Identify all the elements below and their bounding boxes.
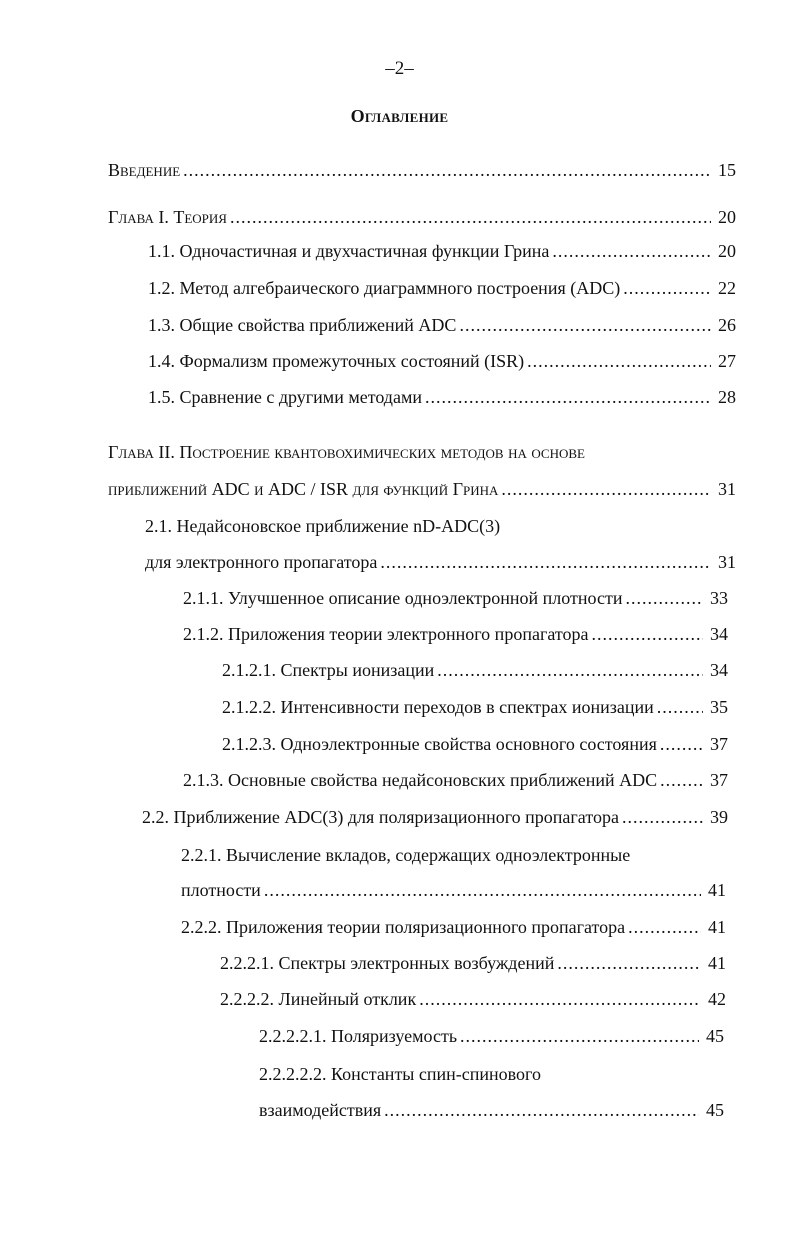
toc-label: плотности — [181, 880, 261, 900]
toc-entry-1-2 — [148, 278, 736, 299]
toc-leader — [501, 479, 711, 500]
toc-label: 2.2.2.2. Линейный отклик — [220, 989, 417, 1009]
toc-leader — [425, 387, 711, 408]
toc-page: 41 — [708, 953, 726, 973]
toc-page: 34 — [710, 660, 728, 680]
toc-entry-ch2 — [108, 479, 736, 500]
toc-entry-2-1-2-1 — [222, 660, 728, 681]
toc-leader — [527, 351, 711, 372]
toc-leader — [557, 953, 701, 974]
toc-entry-2-1-2-2 — [222, 697, 728, 718]
toc-entry-2-1-line1: 2.1. Недайсоновское приближение nD-ADC(3) — [145, 516, 501, 536]
toc-page: 34 — [710, 624, 728, 644]
toc-label: взаимодействия — [259, 1100, 382, 1120]
toc-entry-2-2-2-2-2-line1: 2.2.2.2.2. Константы спин-спинового — [259, 1064, 541, 1084]
toc-entry-intro — [108, 160, 736, 181]
toc-leader — [623, 278, 711, 299]
toc-label: 2.2.2. Приложения теории поляризационного пропагатора — [181, 917, 626, 937]
toc-label: 2.1.2.3. Одноэлектронные свойства основного состояния — [222, 734, 657, 754]
toc-label: Глава I. Теория — [108, 207, 227, 227]
toc-entry-ch2-line1: Глава II. Построение квантовохимических методов на основе — [108, 442, 585, 462]
toc-entry-2-2-2 — [181, 917, 726, 938]
toc-page: 22 — [718, 278, 736, 298]
toc-entry-1-5 — [148, 387, 736, 408]
toc-entry-2-2-1-line1: 2.2.1. Вычисление вкладов, содержащих одноэлектронные — [181, 845, 631, 865]
toc-leader — [660, 770, 703, 791]
toc-label: приближений ADC и ADC / ISR для функций Грина — [108, 479, 499, 499]
toc-entry-2-1-2 — [183, 624, 728, 645]
toc-entry-2-1-1 — [183, 588, 728, 609]
toc-page: 26 — [718, 315, 736, 335]
toc-page: 31 — [718, 479, 736, 499]
toc-leader — [264, 880, 701, 901]
toc-entry-2-2-2-2-2 — [259, 1100, 724, 1121]
toc-label: 2.1.2. Приложения теории электронного пропагатора — [183, 624, 589, 644]
toc-page: 27 — [718, 351, 736, 371]
toc-page: 45 — [706, 1026, 724, 1046]
toc-label: 1.1. Одночастичная и двухчастичная функции Грина — [148, 241, 550, 261]
toc-entry-2-2-1 — [181, 880, 726, 901]
toc-leader — [591, 624, 703, 645]
toc-leader — [380, 552, 711, 573]
toc-page: 35 — [710, 697, 728, 717]
toc-label: 1.4. Формализм промежуточных состояний (ISR) — [148, 351, 525, 371]
toc-page: 41 — [708, 880, 726, 900]
toc-page: 15 — [718, 160, 736, 180]
toc-entry-2-2-2-2 — [220, 989, 726, 1010]
toc-entry-2-2-2-1 — [220, 953, 726, 974]
toc-page: 42 — [708, 989, 726, 1009]
toc-entry-ch1 — [108, 207, 736, 228]
toc-leader — [628, 917, 701, 938]
toc-leader — [657, 697, 703, 718]
toc-page: 20 — [718, 207, 736, 227]
toc-label: 2.1.1. Улучшенное описание одноэлектронной плотности — [183, 588, 623, 608]
toc-entry-2-2 — [142, 807, 728, 828]
toc-label: 1.5. Сравнение с другими методами — [148, 387, 422, 407]
page-title: Оглавление — [350, 106, 449, 126]
toc-leader — [183, 160, 711, 181]
toc-label: 1.3. Общие свойства приближений ADC — [148, 315, 457, 335]
toc-leader — [459, 315, 711, 336]
toc-entry-1-4 — [148, 351, 736, 372]
toc-page: 33 — [710, 588, 728, 608]
toc-entry-2-1 — [145, 552, 736, 573]
toc-label: Введение — [108, 160, 181, 180]
toc-leader — [460, 1026, 699, 1047]
toc-entry-1-3 — [148, 315, 736, 336]
page-number: –2– — [385, 58, 414, 79]
toc-label: 2.1.2.2. Интенсивности переходов в спектрах ионизации — [222, 697, 654, 717]
toc-page: 28 — [718, 387, 736, 407]
toc-label: 2.2.2.2.1. Поляризуемость — [259, 1026, 458, 1046]
toc-leader — [384, 1100, 699, 1121]
toc-label: 2.1.3. Основные свойства недайсоновских приближений ADC — [183, 770, 658, 790]
toc-entry-2-2-2-2-1 — [259, 1026, 724, 1047]
toc-entry-1-1 — [148, 241, 736, 262]
toc-leader — [437, 660, 703, 681]
toc-label: 2.2. Приближение ADC(3) для поляризационного пропагатора — [142, 807, 619, 827]
toc-entry-2-1-3 — [183, 770, 728, 791]
toc-label: для электронного пропагатора — [145, 552, 378, 572]
toc-label: 1.2. Метод алгебраического диаграммного построения (ADC) — [148, 278, 621, 298]
toc-label: 2.2.2.1. Спектры электронных возбуждений — [220, 953, 555, 973]
toc-label: 2.1.2.1. Спектры ионизации — [222, 660, 435, 680]
toc-page: 39 — [710, 807, 728, 827]
toc-leader — [660, 734, 703, 755]
toc-page: 37 — [710, 770, 728, 790]
toc-page: 31 — [718, 552, 736, 572]
toc-entry-2-1-2-3 — [222, 734, 728, 755]
toc-page: 20 — [718, 241, 736, 261]
toc-page: 41 — [708, 917, 726, 937]
toc-page: 37 — [710, 734, 728, 754]
toc-page: 45 — [706, 1100, 724, 1120]
toc-leader — [230, 207, 711, 228]
toc-leader — [625, 588, 703, 609]
toc-leader — [419, 989, 701, 1010]
toc-leader — [552, 241, 711, 262]
toc-leader — [622, 807, 703, 828]
